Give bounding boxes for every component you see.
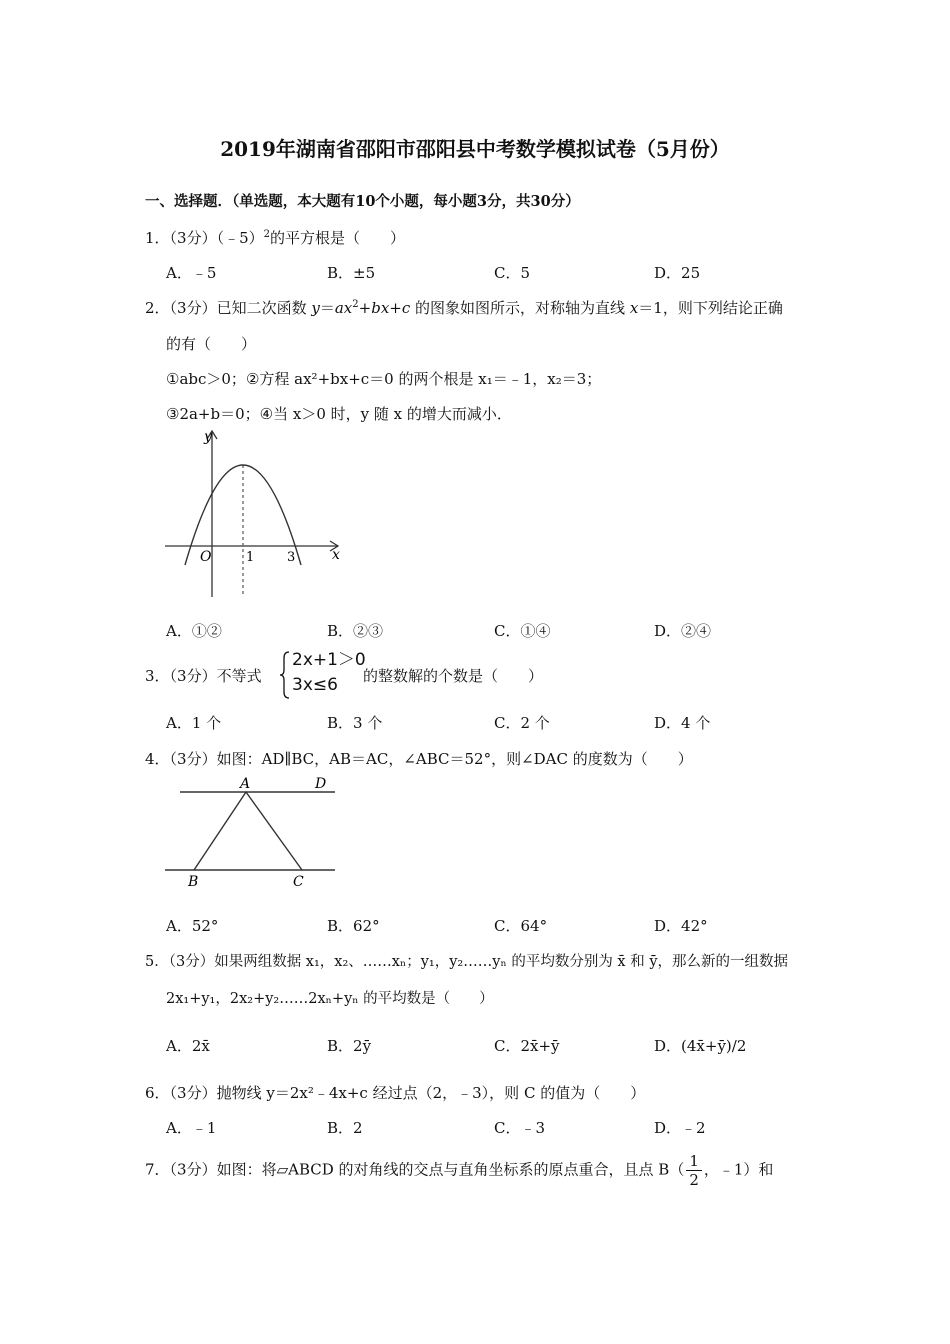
label-d: D [315,776,327,792]
question-7: 7．（3分）如图：将▱ABCD 的对角线的交点与直角坐标系的原点重合，且点 B（ $\frac{1}{2}$ ，﹣1）和 [145,1152,774,1189]
q2-option-a: A．①② [166,622,222,640]
graph-label-origin: O [200,549,212,565]
q5-option-c: C．2x̄+ȳ [494,1037,560,1055]
q1-option-a: A．﹣5 [166,264,217,282]
question-5-line1: 5．（3分）如果两组数据 x₁，x₂、……xₙ；y₁，y₂……yₙ 的平均数分别为 x̄ 和 ȳ，那么新的一组数据 [145,954,789,970]
question-4: 4．（3分）如图：AD∥BC，AB＝AC，∠ABC＝52°，则∠DAC 的度数为（ ） [145,750,693,768]
section-heading: 一、选择题．（单选题，本大题有10个小题，每小题3分，共30分） [145,193,580,210]
q1-option-d: D．25 [654,264,701,282]
q5-option-d: D．(4x̄+ȳ)/2 [654,1037,747,1055]
question-2-line2: 的有（ ） [166,335,257,353]
graph-label-y: y [204,429,212,445]
inequality-row-1: 2x+1＞0 [292,650,366,670]
label-a: A [240,776,251,792]
inequality-brace [280,650,290,700]
q2-option-d: D．②④ [654,622,712,640]
graph-label-3: 3 [287,550,296,565]
q3-option-b: B．3 个 [327,714,383,732]
question-2-line1: 2．（3分）已知二次函数 $y=ax^2+bx+c$ 的图象如图所示，对称轴为直线 x＝1，则下列结论正确 [145,299,783,317]
q2-statement-3-4: ③2a+b＝0；④当 x＞0 时，y 随 x 的增大而减小． [166,405,512,423]
label-b: B [188,874,199,890]
q5-option-b: B．2ȳ [327,1037,372,1055]
q4-option-c: C．64° [494,917,548,935]
inequality-system [292,648,366,698]
label-c: C [293,874,304,890]
q2-option-b: B．②③ [327,622,384,640]
q4-option-a: A．52° [166,917,219,935]
q6-option-c: C．﹣3 [494,1119,546,1137]
question-3-post: 的整数解的个数是（ ） [363,667,544,685]
fraction-one-half: $\frac{1}{2}$ [686,1152,702,1189]
q3-option-d: D．4 个 [654,714,711,732]
parabola-graph [160,425,350,605]
q4-option-d: D．42° [654,917,708,935]
q2-option-c: C．①④ [494,622,551,640]
q6-option-b: B．2 [327,1119,363,1137]
q2-statement-1-2: ①abc＞0；②方程 ax²+bx+c＝0 的两个根是 x₁＝﹣1，x₂＝3； [166,370,602,388]
q1-option-c: C．5 [494,264,531,282]
q3-option-c: C．2 个 [494,714,550,732]
q3-option-a: A．1 个 [166,714,222,732]
question-6: 6．（3分）抛物线 y＝2x²﹣4x+c 经过点（2，﹣3），则 C 的值为（ ） [145,1084,646,1102]
question-1: 1．（3分）（﹣5）$^2$的平方根是（ ） [145,229,406,247]
inequality-row-2: 3x≤6 [292,675,338,695]
question-3-text: 3．（3分）不等式 [145,667,262,685]
q5-option-a: A．2x̄ [166,1037,210,1055]
triangle-figure [160,770,345,895]
page-title: 2019年湖南省邵阳市邵阳县中考数学模拟试卷（5月份） [220,137,730,161]
q4-option-b: B．62° [327,917,380,935]
q1-option-b: B．±5 [327,264,376,282]
q6-option-a: A．﹣1 [166,1119,217,1137]
question-5-line2: 2x₁+y₁，2x₂+y₂……2xₙ+yₙ 的平均数是（ ） [166,991,494,1007]
graph-label-x: x [332,547,340,563]
q6-option-d: D．﹣2 [654,1119,706,1137]
graph-label-1: 1 [246,550,255,565]
